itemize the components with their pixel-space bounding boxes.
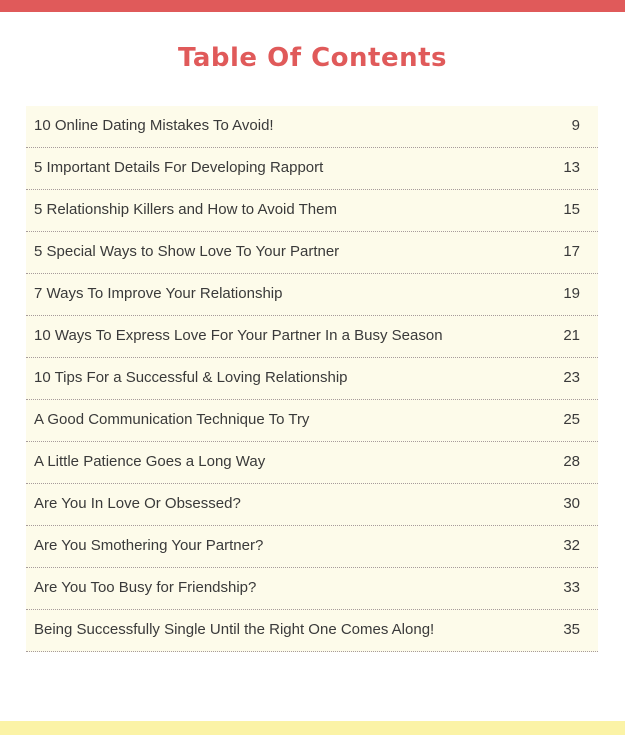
toc-entry-page: 19 xyxy=(563,285,580,302)
toc-entry-title: 10 Tips For a Successful & Loving Relationship xyxy=(34,369,348,386)
toc-entry[interactable] xyxy=(26,610,598,652)
toc-entry[interactable] xyxy=(26,316,598,358)
toc-entry-page: 23 xyxy=(563,369,580,386)
toc-entry-page: 33 xyxy=(563,579,580,596)
toc-entry-page: 35 xyxy=(563,621,580,638)
toc-entry[interactable] xyxy=(26,190,598,232)
toc-entry[interactable] xyxy=(26,400,598,442)
toc-entry-title: 10 Online Dating Mistakes To Avoid! xyxy=(34,117,274,134)
toc-entry-page: 9 xyxy=(571,117,580,134)
toc-entry-title: A Good Communication Technique To Try xyxy=(34,411,310,428)
toc-entry[interactable] xyxy=(26,442,598,484)
top-accent-bar xyxy=(0,0,625,12)
toc-entry-page: 21 xyxy=(563,327,580,344)
toc-entry-page: 32 xyxy=(563,537,580,554)
toc-entry[interactable] xyxy=(26,106,598,148)
toc-entry-page: 15 xyxy=(563,201,580,218)
toc-list xyxy=(26,106,598,652)
page-title: Table Of Contents xyxy=(177,43,448,73)
toc-entry-title: Are You Smothering Your Partner? xyxy=(34,537,264,554)
toc-entry[interactable] xyxy=(26,358,598,400)
toc-entry-title: 5 Important Details For Developing Rapport xyxy=(34,159,324,176)
bottom-accent-band xyxy=(0,721,625,735)
toc-entry-title: 10 Ways To Express Love For Your Partner In a Busy Season xyxy=(34,327,443,344)
toc-entry-title: Are You In Love Or Obsessed? xyxy=(34,495,241,512)
toc-entry-title: 7 Ways To Improve Your Relationship xyxy=(34,285,283,302)
toc-entry-page: 28 xyxy=(563,453,580,470)
toc-entry-title: 5 Special Ways to Show Love To Your Partner xyxy=(34,243,340,260)
toc-entry-page: 17 xyxy=(563,243,580,260)
toc-entry-page: 25 xyxy=(563,411,580,428)
toc-entry-page: 30 xyxy=(563,495,580,512)
toc-entry[interactable] xyxy=(26,274,598,316)
toc-entry[interactable] xyxy=(26,232,598,274)
toc-entry[interactable] xyxy=(26,526,598,568)
toc-entry-title: A Little Patience Goes a Long Way xyxy=(34,453,266,470)
toc-entry-page: 13 xyxy=(563,159,580,176)
toc-entry[interactable] xyxy=(26,568,598,610)
toc-entry-title: 5 Relationship Killers and How to Avoid Them xyxy=(34,201,337,218)
toc-entry-title: Being Successfully Single Until the Right One Comes Along! xyxy=(34,621,435,638)
toc-entry-title: Are You Too Busy for Friendship? xyxy=(34,579,257,596)
toc-entry[interactable] xyxy=(26,484,598,526)
toc-entry[interactable] xyxy=(26,148,598,190)
